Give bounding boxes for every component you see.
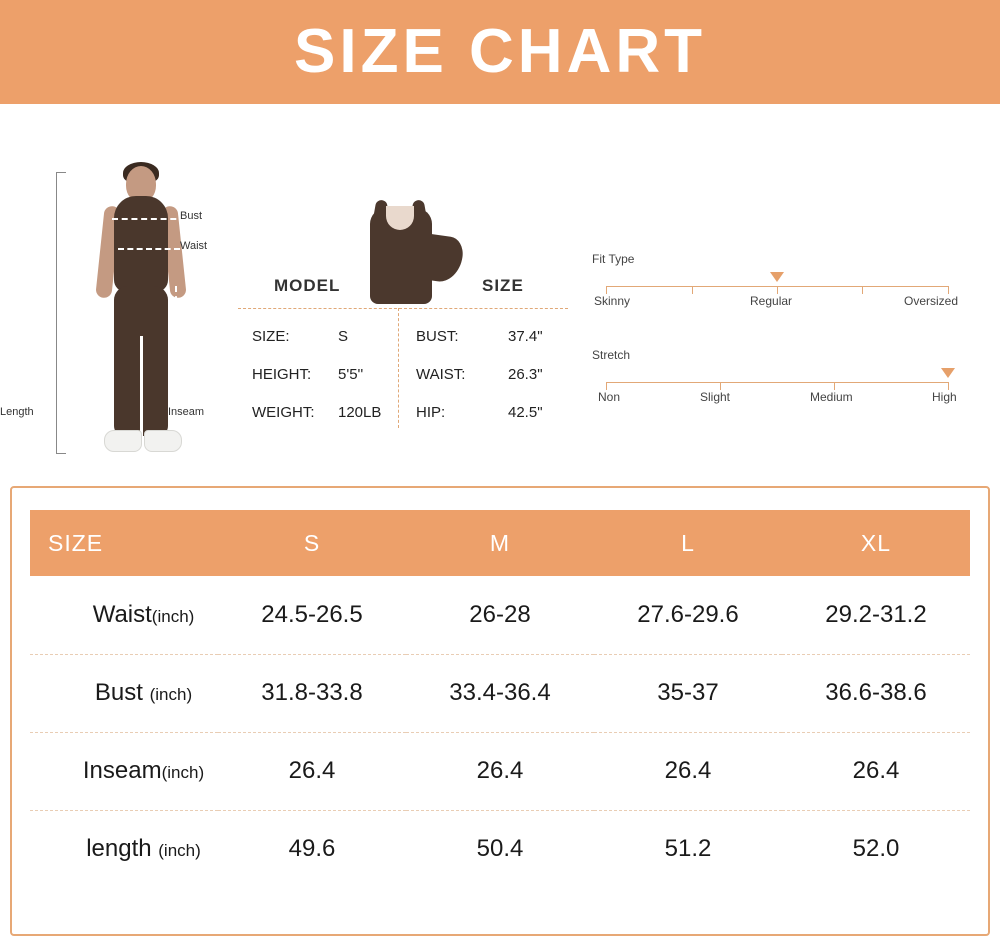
cell-bust-l: 35-37 [594,654,782,732]
column-header-m: M [406,510,594,576]
stretch-tick-2 [834,382,835,390]
column-header-s: S [218,510,406,576]
fit-type-marker-icon [770,272,784,282]
cell-bust-m: 33.4-36.4 [406,654,594,732]
fit-type-tick-4 [948,286,949,294]
row-label-inseam-unit: (inch) [161,763,205,782]
table-header-row [30,510,970,576]
size-column-title: SIZE [482,276,524,295]
size-row-hip: HIP: 42.5" [416,404,543,421]
page-title: SIZE CHART [294,17,706,86]
row-label-length-text: length [86,835,152,863]
row-label-waist [30,576,218,654]
bust-label: Bust [180,210,203,222]
row-label-inseam-text: Inseam [82,757,162,784]
cell-length-l: 51.2 [664,835,712,863]
table-row [30,810,970,888]
column-header-l: L [594,510,782,576]
length-label: Length [0,406,34,418]
stretch-title: Stretch [592,348,631,362]
stretch-tick-0 [606,382,607,390]
fit-type-tick-2 [777,286,778,294]
attribute-scales [592,252,962,432]
fit-type-tick-3 [862,286,863,294]
model-figure [0,166,240,476]
bust-guide-line [112,218,186,220]
cell-waist-xl: 29.2-31.2 [782,576,970,654]
cell-bust-s: 31.8-33.8 [218,654,406,732]
table-row [30,576,970,654]
fit-type-label-skinny: Skinny [594,294,631,308]
row-label-length [30,810,218,888]
cell-length-m: 50.4 [476,835,524,863]
column-header-xl: XL [782,510,970,576]
fit-type-tick-1 [692,286,693,294]
cell-inseam-l: 26.4 [594,732,782,810]
cell-bust-xl: 36.6-38.6 [782,654,970,732]
row-label-bust-unit: (inch) [149,685,193,704]
fit-type-tick-0 [606,286,607,294]
stretch-marker-icon [941,368,955,378]
size-table-container [10,486,990,936]
size-row-waist: WAIST: 26.3" [416,366,543,383]
row-label-waist-unit: (inch) [151,606,195,626]
model-column-title: MODEL [274,276,341,295]
stretch-axis [606,382,948,383]
cell-waist-m: 26-28 [406,576,594,654]
stretch-label-non: Non [598,390,621,404]
stretch-tick-1 [720,382,721,390]
cell-inseam-xl: 26.4 [782,732,970,810]
model-row-weight: WEIGHT: 120LB [252,404,382,421]
row-label-bust-text: Bust [94,679,143,706]
fit-type-label-regular: Regular [750,294,793,308]
cell-length-xl: 52.0 [852,835,900,863]
row-label-length-unit: (inch) [158,841,201,861]
spec-block [238,254,568,454]
waist-guide-line [118,248,180,250]
row-label-waist-text: Waist [92,600,152,628]
cell-length-s: 49.6 [288,835,336,863]
cell-waist-l: 27.6-29.6 [594,576,782,654]
cell-inseam-s: 26.4 [218,732,406,810]
spec-top-divider [238,308,568,309]
row-label-inseam [30,732,218,810]
figure-leg-separator [140,336,143,436]
fit-type-title: Fit Type [592,252,635,266]
length-bracket-icon [56,172,66,454]
inseam-guide-line [175,286,177,414]
figure-torso [114,196,168,292]
spec-vertical-divider [398,308,399,428]
stretch-label-slight: Slight [700,390,731,404]
model-row-size: SIZE: S [252,328,349,345]
table-row [30,654,970,732]
size-table [30,510,970,888]
waist-label: Waist [180,240,208,252]
stretch-tick-3 [948,382,949,390]
model-row-height: HEIGHT: 5'5'' [252,366,364,383]
figure-right-shoe [144,430,182,452]
cell-inseam-m: 26.4 [406,732,594,810]
stretch-label-high: High [932,390,957,404]
inseam-label: Inseam [168,406,205,418]
size-row-bust: BUST: 37.4" [416,328,543,345]
column-header-size: SIZE [30,510,218,576]
cell-waist-s: 24.5-26.5 [218,576,406,654]
table-row [30,732,970,810]
stretch-label-medium: Medium [810,390,853,404]
row-label-bust [30,654,218,732]
figure-left-shoe [104,430,142,452]
top-info-area [0,104,1000,478]
page-banner [0,0,1000,104]
fit-type-label-oversized: Oversized [904,294,959,308]
